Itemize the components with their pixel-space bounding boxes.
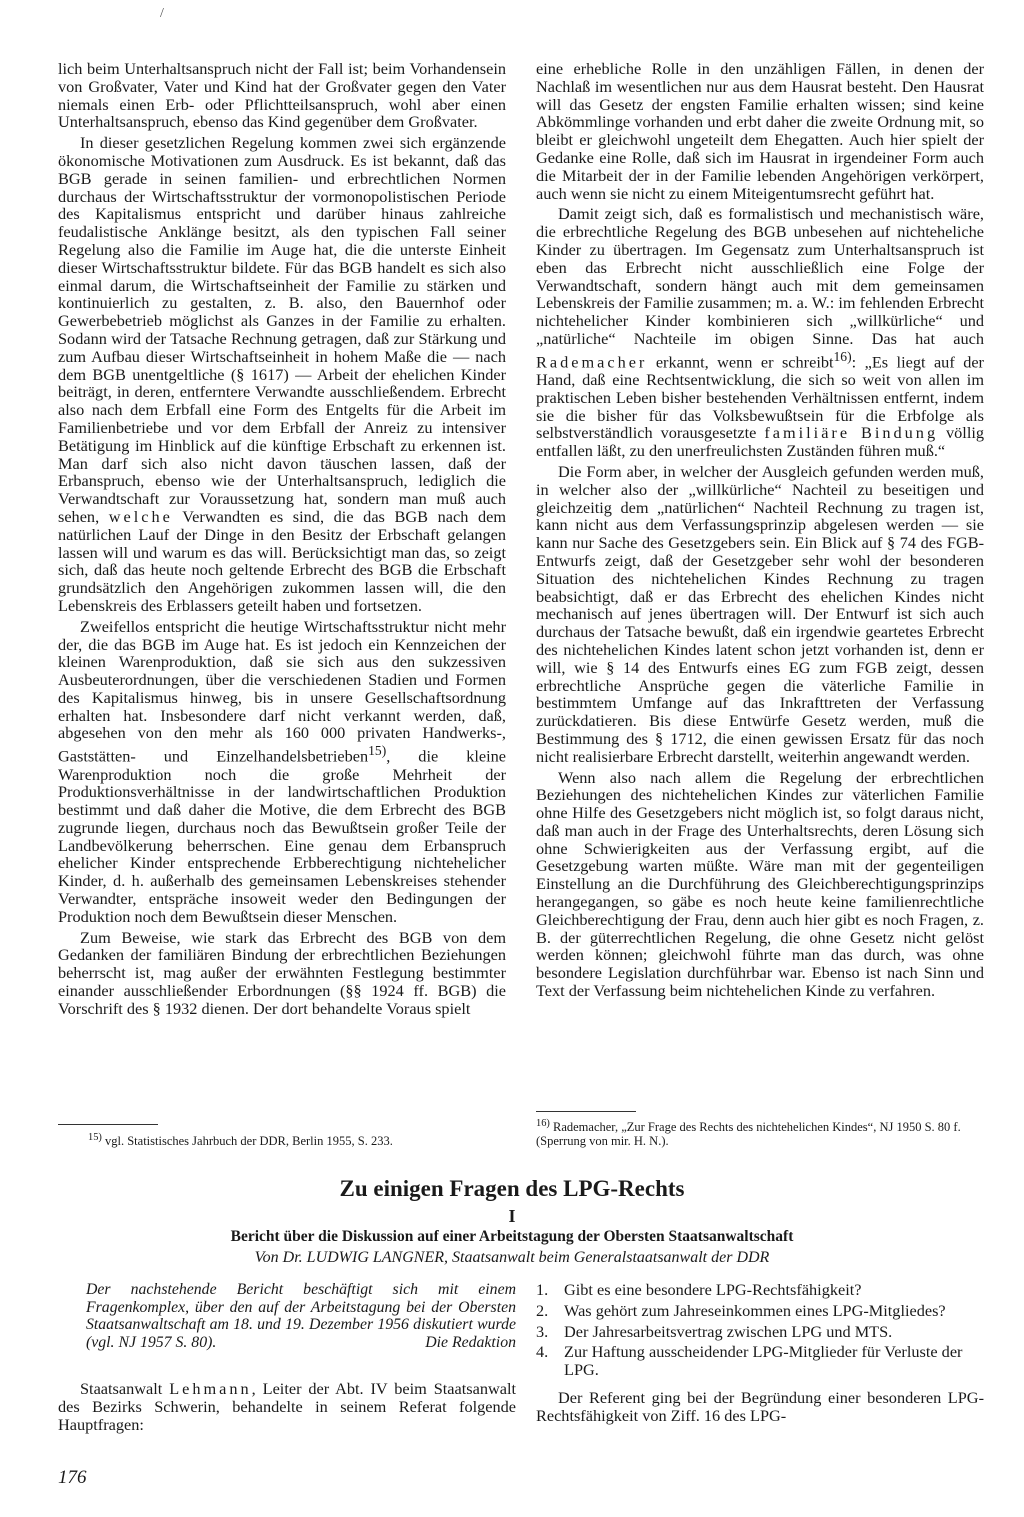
left-column (58, 60, 506, 1018)
emphasis-spaced: Rademacher (536, 352, 648, 372)
right-paragraph-4: Wenn also nach allem die Regelung der erbrechtlichen Beziehungen des nichtehelichen Kindes zur väterlichen Familie ohne Hilfe des Gesetzgebers nicht möglich ist, so folgt daraus nicht, daß man auch in der Frage des Unterhaltsrechts, deren Lösung sich ohne Schwierigkeiten aus der Verfassung ergibt, auf die Gesetzgebung warten müßte. Wäre man mit der gegenteiligen Einstellung an die Durchführung des Gleichberechtigungsprinzips herangegangen, so gäbe es noch heute keine familienrechtliche Gleichberechtigung der Frau, denn auch hier gibt es noch Fragen, z. B. der güterrechtlichen Regelung, die ohne Gesetz nicht gelöst werden können; gleichwohl führte man das durch, was ohne besondere Legislation durchführbar war. Ebenso ist nach Sinn und Text der Verfassung beim nichtehelichen Kinde zu verfahren. (536, 767, 984, 1001)
article-subtitle: Bericht über die Diskussion auf einer Arbeitstagung der Obersten Staatsanwaltschaft (230, 1228, 794, 1245)
section-number: I (508, 1206, 516, 1226)
emphasis-spaced: welche (108, 506, 173, 526)
editor-credit: Die Redaktion (425, 1333, 516, 1351)
footnote-ref-16[interactable]: 16) (833, 348, 852, 364)
referent-paragraph: Der Referent ging bei der Begründung einer besonderen LPG-Rechtsfähigkeit von Ziff. 16 des LPG- (536, 1388, 984, 1425)
list-item: 3. Der Jahresarbeitsvertrag zwischen LPG und MTS. (536, 1321, 893, 1341)
right-paragraph-1: eine erhebliche Rolle in den unzähligen Fällen, in denen der Nachlaß im wesentlichen nur aus dem Hausrat besteht. Den Hausrat will das Gesetz der engsten Familie erhalten wissen; sind keine Abkömmlinge vorhanden und erbt daher die zweite Ordnung mit, so bleibt er gleichwohl ungeteilt dem Ehegatten. Auch hier spielt der Gedanke eine Rolle, daß sich im Hausrat in irgendeiner Form auch die Mitarbeit der in der Familie lebenden Angehörigen verkörpert, auch wenn sie nicht zu einem Miteigentumsrecht geführt hat. (536, 59, 984, 203)
left-paragraph-4: Zum Beweise, wie stark das Erbrecht des BGB von dem Gedanken der familiären Bindung der erbrechtlichen Beziehungen beherrscht ist, mag außer der erwähnten Festlegung bestimmter einander ausschließender Erbordnungen (§§ 1924 ff. BGB) die Vorschrift des § 1932 dienen. Der dort behandelte Voraus spielt (58, 927, 506, 1018)
article-intro (58, 1380, 516, 1433)
right-column (536, 60, 984, 1000)
footnote-16: $^{16)}$ Rademacher, „Zur Frage des Rechts des nichtehelichen Kindes“, NJ 1950 S. 80 f. (Sperrung von mir. H. N.). (536, 1118, 961, 1149)
left-paragraph-1: lich beim Unterhaltsanspruch nicht der Fall ist; beim Vorhandensein von Großvater, Vater und Kind hat der Großvater gegen den Vater niemals einen Erb- oder Pflichtteilsanspruch, wohl aber einen Unterhaltsanspruch, ebenso das Kind gegenüber dem Großvater. (58, 59, 506, 132)
article-title: Zu einigen Fragen des LPG-Rechts (339, 1176, 685, 1201)
right-paragraph-2: Damit zeigt sich, daß es formalistisch und mechanistisch wäre, die erbrechtliche Regelung des BGB unbesehen auf nichteheliche Kinder zu übertragen. Im Gegensatz zum Unterhaltsanspruch ist eben das Erbrecht nicht ausschließlich eine Folge der Verwandtschaft, sondern hängt auch mit dem gemeinsamen Lebenskreis der Familie zusammen; m. a. W.: im fehlenden Erbrecht nichtehelicher Kinder kombinieren sich „willkürliche“ und „natürliche“ Nachteile im obigen Sinne. Das hat auch Rademacher erkannt, wenn er schreibt$^{16)}$: „Es liegt auf der Hand, daß eine Rechtsentwicklung, die sich so weit von allen im praktischen Leben bisher bestehenden Verhältnissen entfernt, indem sie die bisher für das Volksbewußtsein für die Erbfolge als selbstverständlich vorausgesetzte familiäre Bindung völlig entfallen läßt, zu den unerfreulichsten Zuständen führen muß.“ (536, 204, 985, 461)
left-paragraph-2: In dieser gesetzlichen Regelung kommen zwei sich ergänzende ökonomische Motivationen zum Ausdruck. Es ist bekannt, daß das BGB gerade in seinen familien- und erbrechtlichen Normen durchaus der Wirtschaftsstruktur der vormonopolistischen Periode des Kapitalismus entspricht und darüber hinaus zahlreiche feudalistische Anklänge besitzt, als den typischen Fall seiner Regelung also die Familie im Auge hat, die die unterste Einheit dieser Wirtschaftsstruktur bildete. Für das BGB handelt es sich also einmal darum, die Wirtschaftseinheit der Familie zu stärken und kontinuierlich zu gestalten, z. B. also, den Bauernhof oder Gewerbebetrieb möglichst als Ganzes in der Familie zu erhalten. Sodann wird der Tatsache Rechnung getragen, daß zur Stärkung und zum Aufbau dieser Wirtschaftseinheit in hohem Maße die — nach dem BGB unentgeltliche (§ 1617) — Arbeit der ehelichen Kinder beiträgt, in deren, entferntere Verwandte ausschließendem. Erbrecht also nach dem Erbfall eine Form des Entgelts für die Arbeit im Familienbetriebe und vor dem Erbfall der Anreiz zu intensiver Betätigung im Hinblick auf die künftige Erbschaft zu erkennen ist. Man darf sich also nicht davon täuschen lassen, daß der Erbanspruch, ebenso wie der Unterhaltsanspruch, lediglich die Verwandtschaft zur Voraussetzung hat, sondern man muß auch sehen, welche Verwandten es sind, die das BGB nach dem natürlichen Lauf der Dinge in den Besitz der Erbschaft gelangen lassen will und warum es das will. Berücksichtigt man das, so zeigt sich, daß das heute noch geltende Erbrecht des BGB die Erbschaft grundsätzlich den Angehörigen zukommen lassen will, die den Lebenskreis des Erblassers geteilt haben und fortsetzen. (58, 133, 507, 615)
intro-paragraph: Staatsanwalt Lehmann, Leiter der Abt. IV beim Staatsanwalt des Bezirks Schwerin, behandelte in seinem Referat folgende Hauptfragen: (58, 1379, 516, 1434)
footnote-rule-right (536, 1111, 636, 1112)
footnote-rule-left (58, 1124, 158, 1125)
emphasis-spaced: familiäre Bindung (764, 423, 939, 443)
footnote-15: $^{15)}$ vgl. Statistisches Jahrbuch der DDR, Berlin 1955, S. 233. (88, 1132, 393, 1149)
right-paragraph-3: Die Form aber, in welcher der Ausgleich gefunden werden muß, in welcher also der „willkürliche“ Nachteil zu beseitigen und gleichzeitig dem „natürlichen“ Nachteil Rechnung zu tragen ist, kann nicht aus dem Verfassungsprinzip abgelesen werden — sie kann nur Sache des Gesetzgebers sein. Ein Blick auf § 74 des FGB-Entwurfs zeigt, daß der Gesetzgeber sehr wohl der besonderen Situation des nichtehelichen Kindes Rechnung zu tragen beabsichtigt, daß er das Erbrecht des ehelichen Kindes nicht mechanisch auf jenes übertragen will. Der Entwurf ist sich auch durchaus der Tatsache bewußt, daß ein irgendwie geartetes Erbrecht des nichtehelichen Kindes latent schon jetzt vorhanden ist, denn er will, wie § 14 des Entwurfs eines EG zum FGB zeigt, dessen erbrechtliche Ansprüche gegen die väterliche Familie in bestimmtem Umfange auf das Inkrafttreten der Verfassung zurückdatieren. Bis diese Entwürfe Gesetz werden, muß die Bestimmung des § 1712, die einen gewissen Ersatz für das noch nicht realisierbare Erbrecht darstellt, weiterhin angewandt werden. (536, 461, 984, 766)
article-author: Von Dr. LUDWIG LANGNER, Staatsanwalt beim Generalstaatsanwalt der DDR (254, 1249, 770, 1266)
list-item: 2. Was gehört zum Jahreseinkommen eines LPG-Mitgliedes? (536, 1300, 946, 1320)
page-number: 176 (58, 1467, 87, 1488)
footnote-ref-15[interactable]: 15) (368, 743, 387, 759)
list-item: 4. Zur Haftung ausscheidender LPG-Mitglieder für Verluste der LPG. (536, 1342, 963, 1380)
list-item: 1. Gibt es eine besondere LPG-Rechtsfähigkeit? (536, 1280, 862, 1299)
question-list (536, 1281, 984, 1382)
left-paragraph-3: Zweifellos entspricht die heutige Wirtschaftsstruktur nicht mehr der, die das BGB im Auge hat. Es ist jedoch ein Kennzeichen der kleinen Warenproduktion, daß sie sich aus den sukzessiven Ausbeuterordnungen, über die verschiedenen Stadien und Formen des Kapitalismus hinweg, bis in unsere Gesellschaftsordnung erhalten hat. Insbesondere darf nicht verkannt werden, daß, abgesehen von den mehr als 160 000 privaten Handwerks-, Gaststätten- und Einzelhandelsbetrieben$^{15)}$, die kleine Warenproduktion noch die große Mehrheit der Produktionsverhältnisse in der landwirtschaftlichen Produktion bestimmt und daß daher die Motive, die dem Erbrecht des BGB zugrunde liegen, durchaus noch das Bewußtsein großer Teile der Landbevölkerung beherrschen. Eine genau dem Erbanspruch ehelicher Kinder entsprechende Erbberechtigung nichtehelicher Kinder, d. h. außerhalb des gemeinsamen Lebenskreises stehender Verwandter, entspräche insoweit weder den Bedingungen der Produktion noch dem Bewußtsein dieser Menschen. (58, 616, 506, 926)
editorial-note: Der nachstehende Bericht beschäftigt sich mit einem Fragenkomplex, über den auf der Arbeitstagung bei der Obersten Staatsanwaltschaft am 18. und 19. Dezember 1956 diskutiert wurde (vgl. NJ 1957 S. 80). Die Redaktion (86, 1281, 516, 1351)
article-body-right (536, 1389, 984, 1425)
page-mark: / (160, 6, 164, 21)
emphasis-spaced: Lehmann (169, 1379, 252, 1398)
